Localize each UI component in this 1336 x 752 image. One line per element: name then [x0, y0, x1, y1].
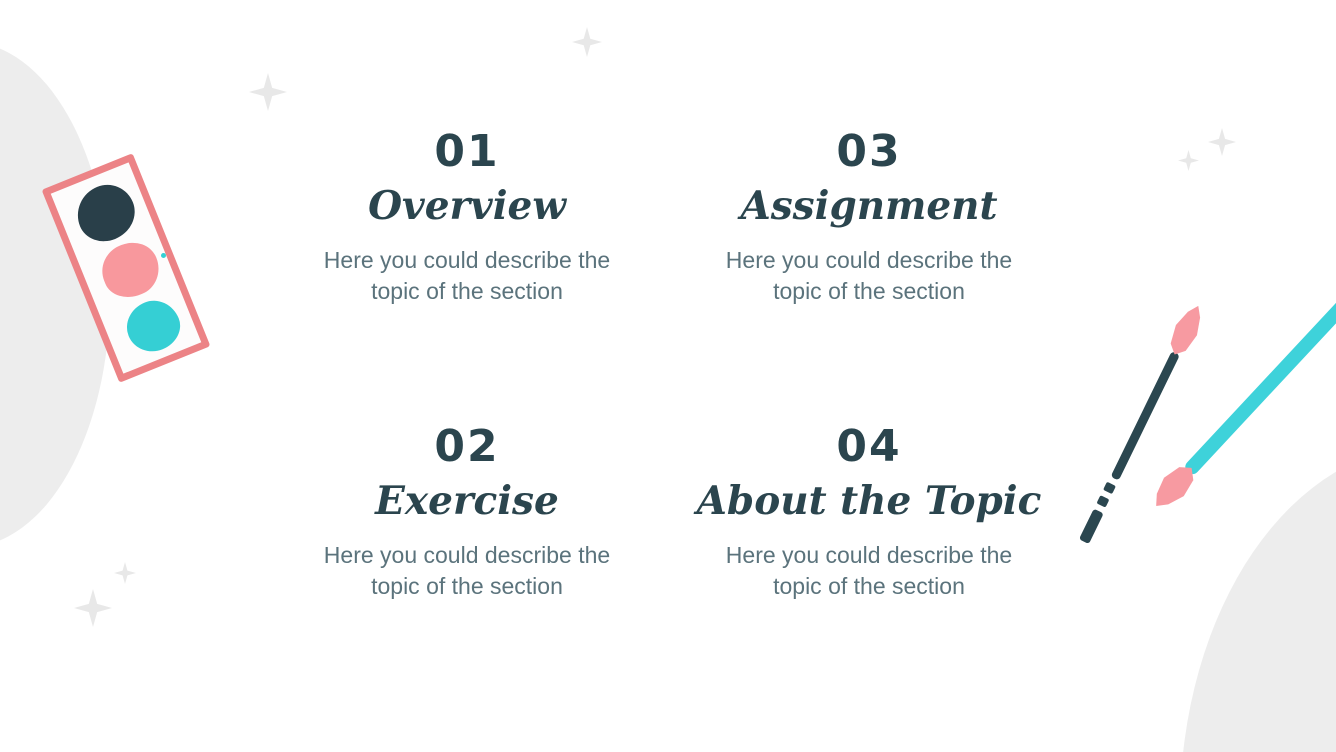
sparkle-icon [572, 27, 602, 57]
section-number: 01 [434, 126, 500, 177]
section-card-overview [266, 128, 668, 423]
paintbrush-dark-icon [1066, 300, 1210, 559]
section-card-exercise [266, 423, 668, 601]
table-of-contents [266, 128, 1070, 601]
brush-handle-dash [1103, 482, 1116, 494]
brush-handle [1182, 257, 1336, 477]
paint-blob-turquoise-icon [119, 293, 187, 359]
section-description: Here you could describe the topic of the section [725, 247, 1013, 304]
brush-tip-icon [1163, 300, 1210, 360]
section-title: About the Topic [696, 478, 1042, 525]
section-number: 02 [434, 421, 500, 472]
section-title: Overview [368, 183, 566, 230]
paint-speck-icon [161, 253, 166, 258]
section-number: 04 [836, 421, 902, 472]
sparkle-icon [249, 73, 287, 111]
paint-blob-pink-icon [94, 235, 167, 305]
section-description: Here you could describe the topic of the section [323, 542, 611, 599]
brush-handle-dash [1096, 495, 1109, 507]
background-blob-bottom-right [1180, 445, 1336, 752]
section-number: 03 [836, 126, 902, 177]
section-title: Exercise [375, 478, 559, 525]
sparkle-icon [114, 562, 136, 584]
sparkle-icon [1178, 150, 1199, 171]
sparkle-icon [74, 589, 112, 627]
brush-handle [1110, 351, 1179, 481]
section-description: Here you could describe the topic of the section [323, 247, 611, 304]
brush-handle-end [1078, 508, 1103, 543]
section-card-assignment [668, 128, 1070, 423]
sparkle-icon [1208, 128, 1236, 156]
section-title: Assignment [740, 183, 998, 230]
section-card-about-the-topic [668, 423, 1070, 601]
section-description: Here you could describe the topic of the section [725, 542, 1013, 599]
paint-blob-dark-icon [69, 177, 143, 250]
